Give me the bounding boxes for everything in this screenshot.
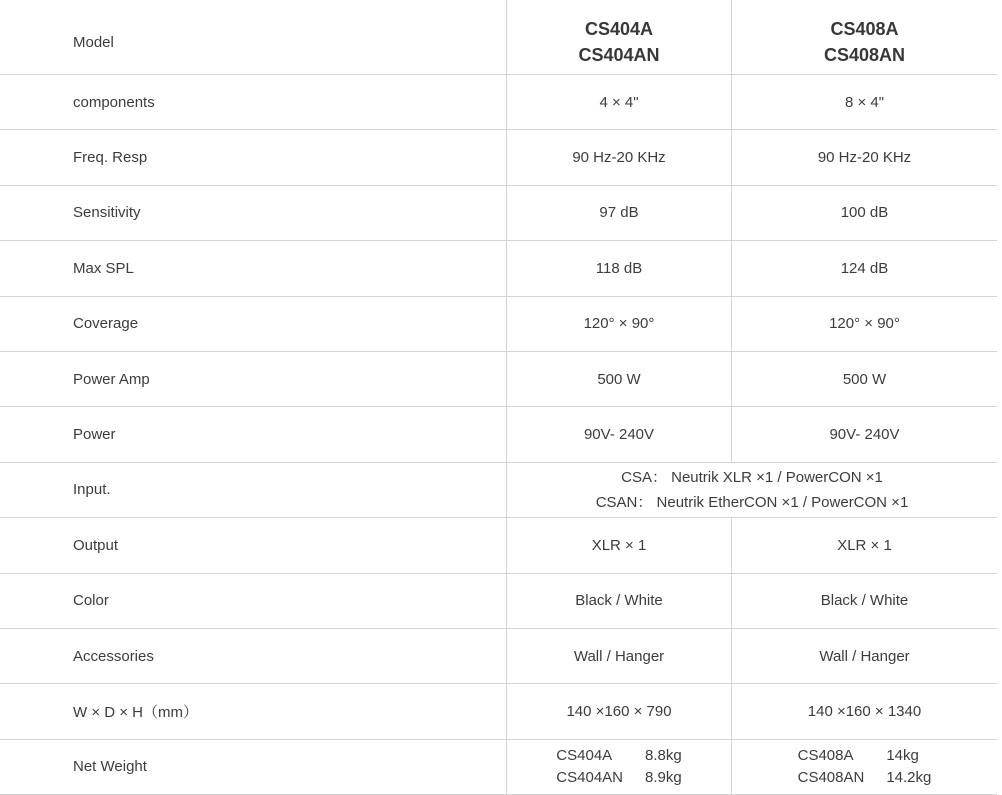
spec-value: 500 W: [506, 352, 731, 406]
spec-value: 97 dB: [506, 186, 731, 240]
table-row-output: [0, 518, 997, 573]
spec-value: 124 dB: [731, 241, 997, 295]
spec-value: XLR × 1: [731, 518, 997, 572]
table-row-freq-resp: [0, 130, 997, 185]
row-label-net-weight: Net Weight: [73, 758, 147, 776]
net-weight-cell-cs404: [506, 740, 731, 794]
spec-value: 90 Hz-20 KHz: [506, 130, 731, 184]
table-row-net-weight: [0, 740, 997, 795]
spec-value: 4 × 4": [506, 75, 731, 129]
spec-value: 140 ×160 × 1340: [731, 684, 997, 738]
weight-model: CS404A: [556, 746, 613, 764]
spec-value: 90 Hz-20 KHz: [731, 130, 997, 184]
table-row-max-spl: [0, 241, 997, 296]
row-label-accessories: Accessories: [73, 647, 154, 665]
weight-model: CS404AN: [556, 768, 623, 786]
net-weight-grid: [798, 745, 932, 789]
spec-value: 120° × 90°: [731, 297, 997, 351]
input-spec-merged-cell: [506, 463, 997, 517]
row-label-color: Color: [73, 592, 109, 610]
model-line-2: CS408AN: [823, 45, 906, 65]
spec-value: 140 ×160 × 790: [506, 684, 731, 738]
model-name-cs404: [506, 0, 731, 74]
table-row-coverage: [0, 297, 997, 352]
net-weight-cell-cs408: [731, 740, 997, 794]
spec-value: 500 W: [731, 352, 997, 406]
spec-value: Wall / Hanger: [731, 629, 997, 683]
weight-model: CS408A: [797, 746, 854, 764]
spec-value: 8 × 4": [731, 75, 997, 129]
weight-model: CS408AN: [797, 768, 865, 786]
table-row-dimensions: [0, 684, 997, 739]
row-label-power: Power: [73, 426, 116, 444]
weight-value: 14.2kg: [886, 768, 932, 786]
row-label-sensitivity: Sensitivity: [73, 204, 141, 222]
table-row-color: [0, 574, 997, 629]
row-label-model: Model: [73, 33, 114, 51]
table-row-power: [0, 407, 997, 462]
spec-value: Wall / Hanger: [506, 629, 731, 683]
row-label-components: components: [73, 93, 155, 111]
model-line-2: CS404AN: [578, 45, 660, 65]
spec-value: 90V- 240V: [506, 407, 731, 461]
table-row-input: [0, 463, 997, 518]
table-row-sensitivity: [0, 186, 997, 241]
row-label-freq-resp: Freq. Resp: [73, 149, 148, 167]
table-row-components: [0, 75, 997, 130]
spec-value: Black / White: [506, 574, 731, 628]
row-label-output: Output: [73, 536, 119, 554]
input-spec-csan: CSAN： Neutrik EtherCON ×1 / PowerCON ×1: [595, 493, 909, 511]
table-row-accessories: [0, 629, 997, 684]
model-line-1: CS408A: [830, 19, 899, 39]
row-label-input: Input.: [73, 481, 111, 499]
weight-value: 8.8kg: [645, 746, 682, 764]
spec-value: 100 dB: [731, 186, 997, 240]
spec-value: 118 dB: [506, 241, 731, 295]
model-name-cs408: [731, 0, 997, 74]
row-label-max-spl: Max SPL: [73, 259, 134, 277]
table-row-power-amp: [0, 352, 997, 407]
spec-value: Black / White: [731, 574, 997, 628]
spec-value: 90V- 240V: [731, 407, 997, 461]
row-label-coverage: Coverage: [73, 315, 139, 333]
spec-value: XLR × 1: [506, 518, 731, 572]
row-label-power-amp: Power Amp: [73, 370, 150, 388]
row-label-dimensions: W × D × H（mm）: [73, 703, 199, 721]
input-spec-csa: CSA： Neutrik XLR ×1 / PowerCON ×1: [621, 468, 883, 486]
weight-value: 14kg: [886, 746, 919, 764]
spec-value: 120° × 90°: [506, 297, 731, 351]
net-weight-grid: [556, 745, 681, 789]
weight-value: 8.9kg: [645, 768, 682, 786]
table-row-model: [0, 0, 997, 75]
model-line-1: CS404A: [584, 19, 654, 39]
